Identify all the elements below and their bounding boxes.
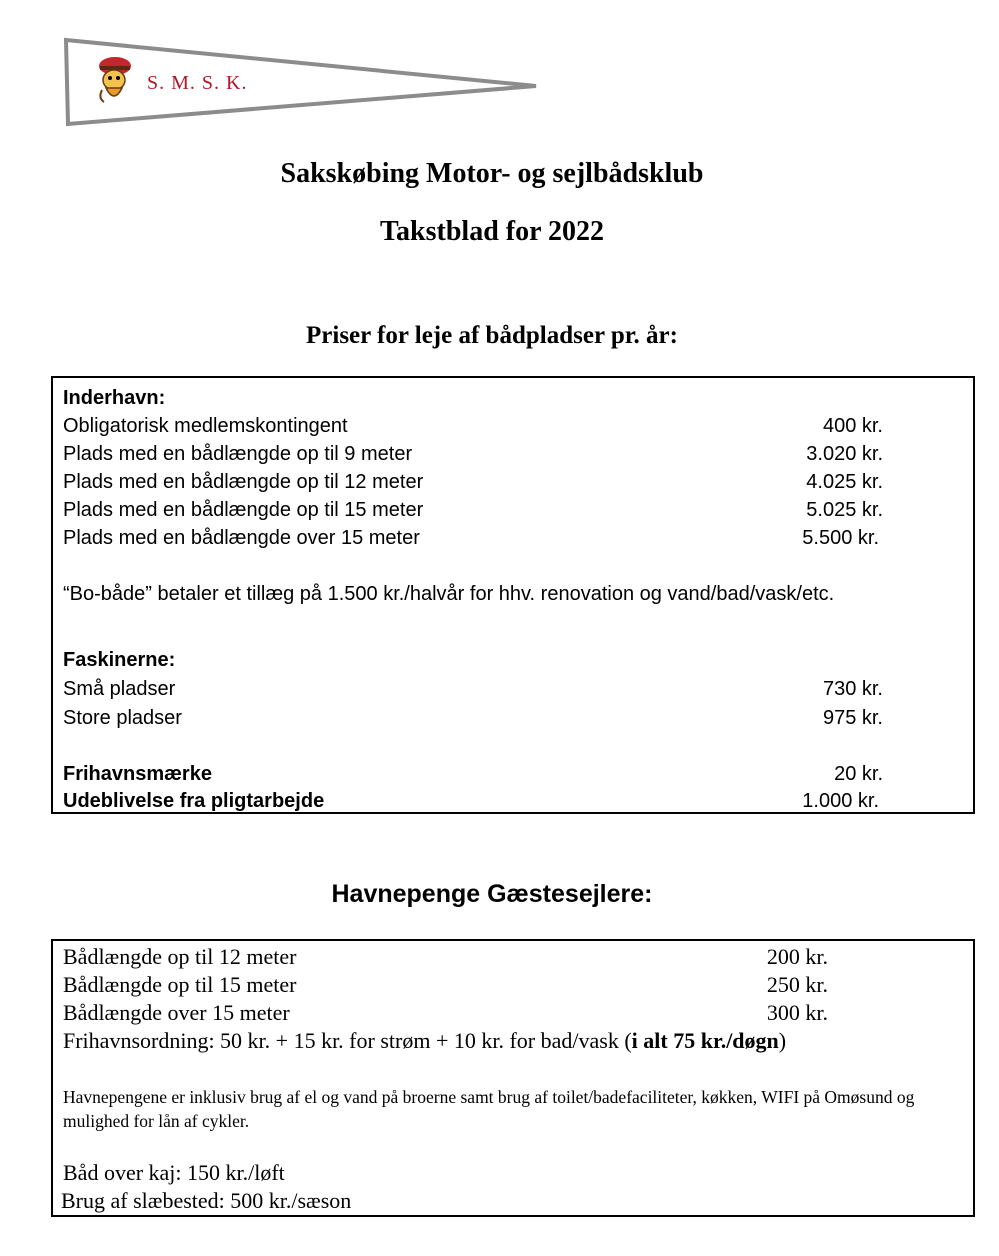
price-value: 4.025 kr.	[806, 471, 883, 493]
price-value: 975 kr.	[822, 707, 883, 729]
price-label: Store pladser	[63, 707, 182, 729]
frihavn-text: Frihavnsordning: 50 kr. + 15 kr. for strøm + 10 kr. for bad/vask (	[63, 1028, 632, 1053]
harbour-fee-info: Havnepengene er inklusiv brug af el og vand på broerne samt brug af toilet/badefaciliteter, køkken, WIFI på Omøsund og mulighed for lån af cykler.	[63, 1087, 915, 1131]
price-label: Obligatorisk medlemskontingent	[63, 415, 348, 437]
price-label: Bådlængde op til 12 meter	[63, 944, 297, 969]
price-label: Bådlængde op til 15 meter	[63, 972, 297, 997]
price-value: 3.020 kr.	[806, 443, 883, 465]
price-label: Plads med en bådlængde op til 9 meter	[63, 443, 413, 465]
price-label: Bådlængde over 15 meter	[63, 1000, 290, 1025]
price-value: 20 kr.	[834, 763, 883, 785]
price-value: 730 kr.	[822, 678, 883, 700]
berth-prices-box: Inderhavn: Obligatorisk medlemskontingent 400 kr. Plads med en bådlængde op til 9 meter 3.020 kr. Plads med en bådlængde op til 12 meter 4.025 kr. Plads med en bådlængde op til 15 meter 5.025 kr. Plads med en bådlængde over 15 meter 5.500 kr. “Bo-både” betaler et tillæg på 1.500 kr./halvår for hhv. renovation og vand/bad/vask/etc. Faskinerne: Små pladser 730 kr. Store pladser 975 kr. Frihavnsmærke 20 kr. Udeblivelse fra pligtarbejde 1.000 kr.	[51, 376, 975, 814]
price-label: Udeblivelse fra pligtarbejde	[63, 790, 325, 812]
price-value: 200 kr.	[766, 944, 828, 969]
price-label: Plads med en bådlængde op til 12 meter	[63, 471, 424, 493]
price-value: 5.025 kr.	[806, 499, 883, 521]
price-label: Frihavnsmærke	[63, 763, 212, 785]
club-initials: S. M. S. K.	[147, 72, 248, 94]
guest-fees-box: Bådlængde op til 12 meter 200 kr. Bådlængde op til 15 meter 250 kr. Bådlængde over 15 meter 300 kr. Frihavnsordning: 50 kr. + 15 kr. for strøm + 10 kr. for bad/vask (i alt 75 kr./døgn) Havnepengene er inklusiv brug af el og vand på broerne samt brug af toilet/badefaciliteter, køkken, WIFI på Omøsund og mulighed for lån af cykler. Båd over kaj: 150 kr./løft Brug af slæbested: 500 kr./sæson	[51, 939, 975, 1217]
price-label: Plads med en bådlængde over 15 meter	[63, 527, 420, 549]
price-label: Plads med en bådlængde op til 15 meter	[63, 499, 424, 521]
price-value: 1.000 kr.	[802, 790, 879, 812]
price-value: 300 kr.	[766, 1000, 828, 1025]
section-title-guests: Havnepenge Gæstesejlere:	[331, 880, 653, 908]
frihavn-close: )	[778, 1028, 787, 1053]
price-label: Små pladser	[63, 678, 176, 700]
price-value: 400 kr.	[822, 415, 883, 437]
sheet-title: Takstblad for 2022	[379, 216, 605, 247]
price-value: 5.500 kr.	[802, 527, 879, 549]
section-title-prices: Priser for leje af bådpladser pr. år:	[306, 322, 678, 349]
price-value: 250 kr.	[766, 972, 828, 997]
mascot-icon	[92, 54, 138, 106]
club-name: Sakskøbing Motor- og sejlbådsklub	[280, 158, 704, 189]
frihavn-total: i alt 75 kr./døgn	[631, 1028, 779, 1053]
